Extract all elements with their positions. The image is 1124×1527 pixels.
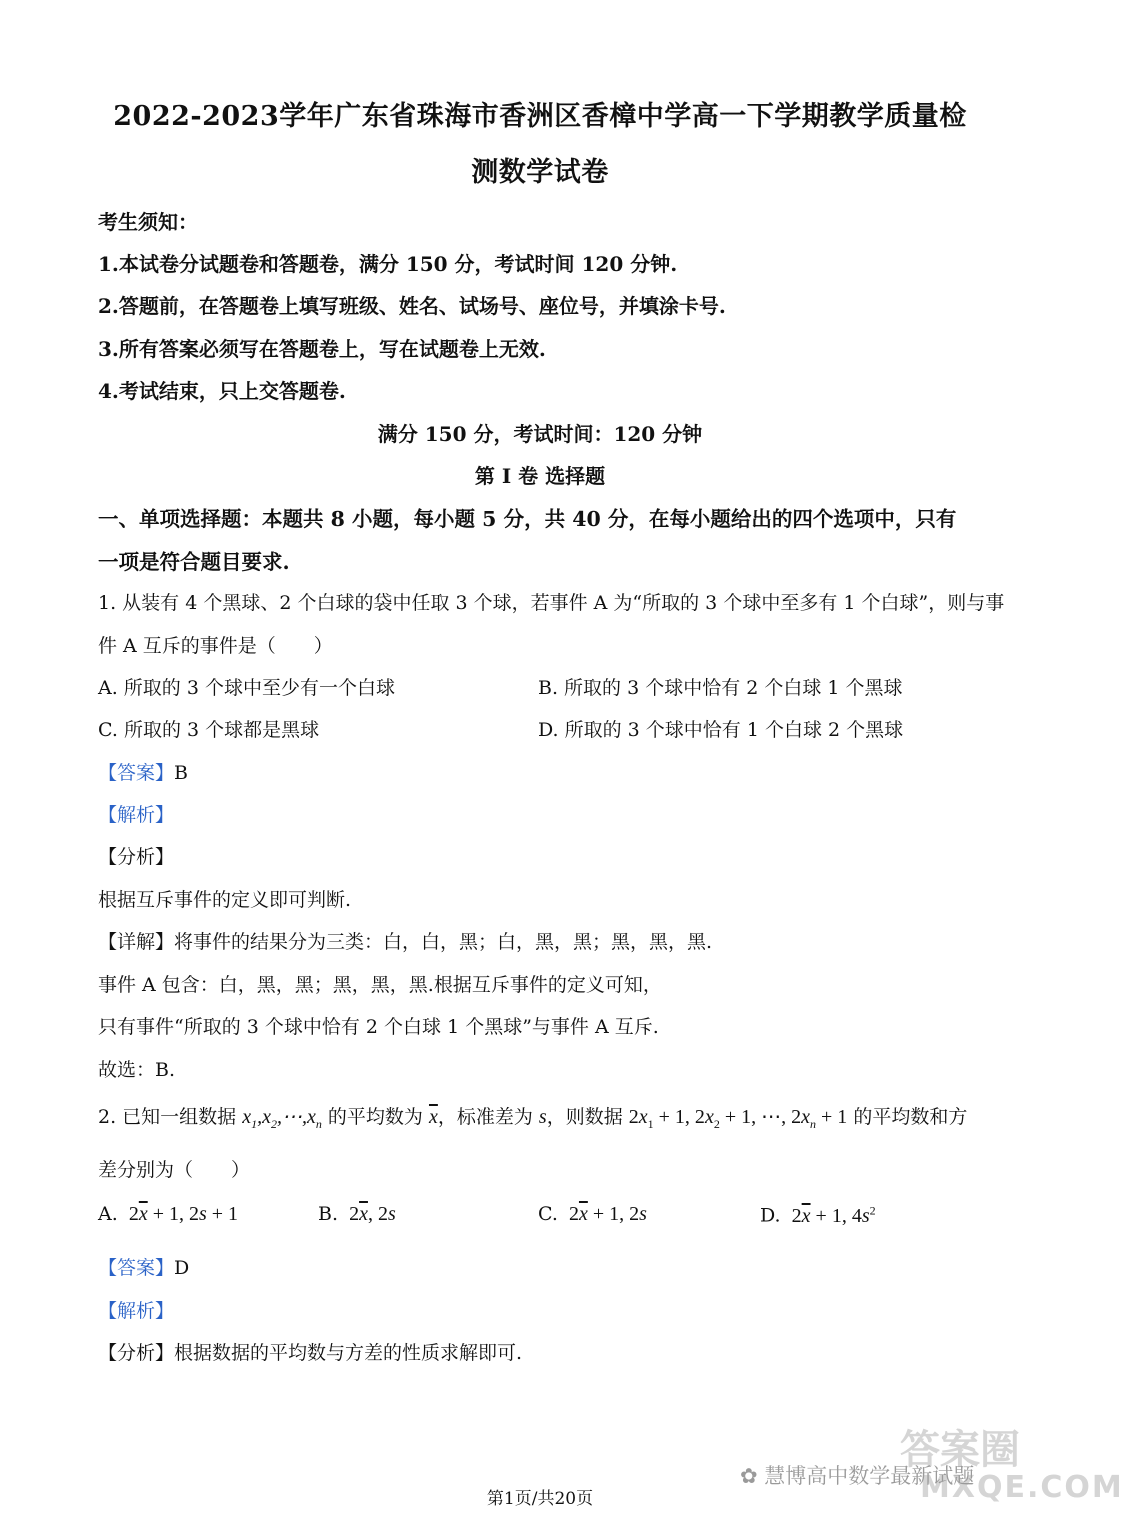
q2-fenxi-text: 根据数据的平均数与方差的性质求解即可. [174,1342,523,1364]
part-title: 第 I 卷 选择题 [474,464,606,488]
q1-stem-line-1: 1. 从装有 4 个黑球、2 个白球的袋中任取 3 个球，若事件 A 为“所取的 3 个球中至多有 1 个白球”，则与事 [98,592,1005,614]
q2-analysis-tag: 【解析】 [98,1300,175,1322]
q2-mean-symbol: $\overline{x}$ [428,1106,438,1128]
q2-option-b: B. $2\overline{x}$, 2s [318,1203,396,1225]
q2-answer-value: D [174,1257,190,1279]
q2-fenxi-line [98,1338,522,1365]
q1-detail-tag: 【详解】 [98,931,175,953]
page-footer: 第1页/共20页 [486,1489,594,1509]
q1-option-a: A. 所取的 3 个球中至少有一个白球 [98,677,395,699]
q2-option-d: D. $2\overline{x} + 1$, $4s^2$ [760,1203,876,1227]
title-line-1: 2022-2023学年广东省珠海市香洲区香樟中学高一下学期教学质量检 [113,101,967,132]
answer-tag: 【答案】 [98,1257,175,1279]
notice-item-2: 2.答题前，在答题卷上填写班级、姓名、试场号、座位号，并填涂卡号. [98,294,726,318]
notice-item-4: 4.考试结束，只上交答题卷. [98,379,346,403]
q1-detail-line-3: 只有事件“所取的 3 个球中恰有 2 个白球 1 个黑球”与事件 A 互斥. [98,1016,659,1038]
watermark-site: MXQE.COM [920,1470,1124,1505]
notice-item-3: 3.所有答案必须写在答题卷上，写在试题卷上无效. [98,337,546,361]
notice-header: 考生须知： [98,210,198,234]
q1-option-b: B. 所取的 3 个球中恰有 2 个白球 1 个黑球 [538,677,903,699]
answer-tag: 【答案】 [98,762,175,784]
q2-fenxi-tag: 【分析】 [98,1342,175,1364]
section-heading-line-2: 一项是符合题目要求. [98,550,290,574]
q1-answer-value: B [174,762,188,784]
q2-stem-line-2: 差分别为（ ） [98,1159,251,1181]
q1-fenxi-tag: 【分析】 [98,846,175,868]
exam-info: 满分 150 分，考试时间：120 分钟 [377,422,703,446]
title-line-2: 测数学试卷 [471,157,609,188]
q1-analysis-tag: 【解析】 [98,804,175,826]
q1-detail-line-4: 故选：B. [98,1059,176,1081]
q1-answer [98,758,188,785]
q1-option-d: D. 所取的 3 个球中恰有 1 个白球 2 个黑球 [538,719,904,741]
section-heading-line-1: 一、单项选择题：本题共 8 小题，每小题 5 分，共 40 分，在每小题给出的四个选项中，只有 [98,507,957,531]
q1-detail-text: 将事件的结果分为三类：白，白，黑；白，黑，黑；黑，黑，黑. [174,931,713,953]
q2-answer [98,1253,189,1280]
q1-fenxi-text: 根据互斥事件的定义即可判断. [98,889,352,911]
q1-detail-line-1 [98,927,712,954]
q1-stem-line-2: 件 A 互斥的事件是（ ） [98,635,333,657]
notice-item-1: 1.本试卷分试题卷和答题卷，满分 150 分，考试时间 120 分钟. [98,252,678,276]
q2-sd-symbol: s [538,1106,547,1128]
q2-transformed-data: $2x_1 + 1$, $2x_2 + 1$, ⋯, $2x_n + 1$ [628,1106,848,1131]
q2-stem-line-1: 2. 已知一组数据 $x_1,x_2,\cdots,x_n$ 的平均数为 $\overline{x}$，标准差为 s，则数据 $2x_1 + 1$, $2x_2 + 1$, ⋯, $2x_n + 1$ 的平均数和方 [98,1106,968,1131]
wechat-icon: ✿ [740,1464,758,1488]
q1-detail-line-2: 事件 A 包含：白，黑，黑；黑，黑，黑.根据互斥事件的定义可知， [98,974,662,996]
q1-option-c: C. 所取的 3 个球都是黑球 [98,719,320,741]
watermark-text: ✿ 慧博高中数学最新试题 [740,1464,975,1488]
q2-data-list: $x_1,x_2,\cdots,x_n$ [242,1106,322,1131]
q2-option-a: A. $2\overline{x} + 1$, 2s + 1 [98,1203,239,1225]
watermark-logo: 答案圈 [900,1427,1020,1473]
q2-option-c: C. $2\overline{x} + 1$, 2s [538,1203,647,1225]
